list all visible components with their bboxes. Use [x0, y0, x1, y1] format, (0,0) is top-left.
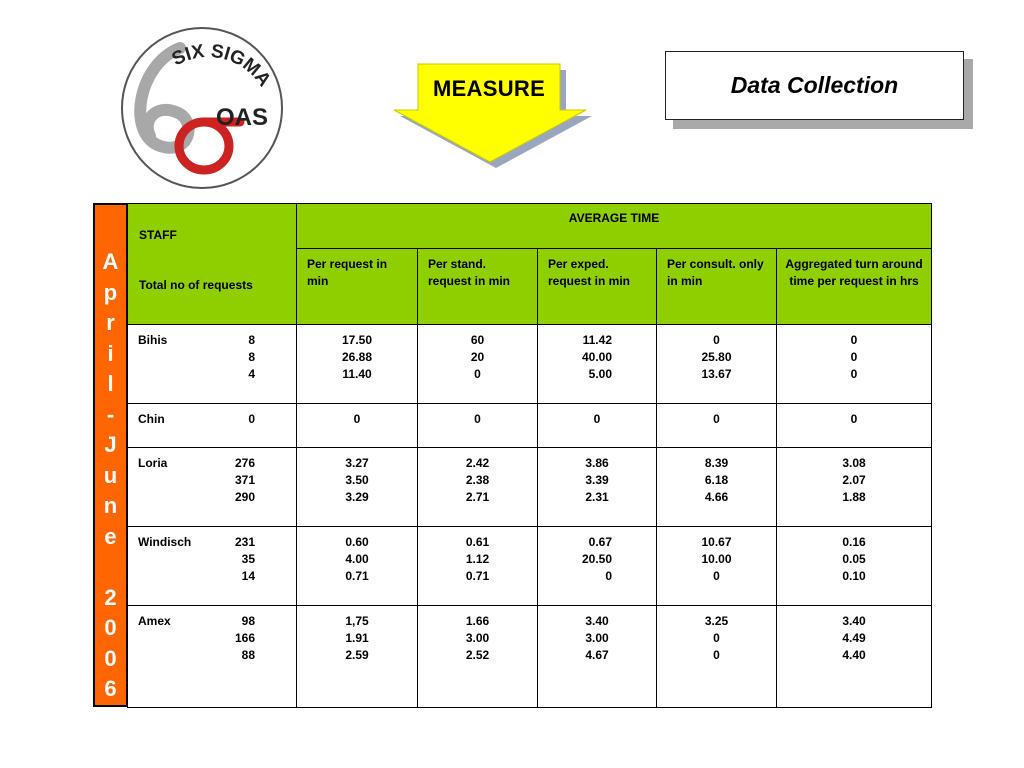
- value-cell: 3.86 3.39 2.31: [538, 448, 657, 527]
- six-sigma-oas-logo: [118, 24, 286, 192]
- request-counts: 231 35 14: [234, 535, 255, 583]
- column-header: Per request in min: [297, 249, 418, 325]
- value-cell: 0 25.80 13.67: [657, 325, 777, 404]
- value-cell: 1.66 3.00 2.52: [418, 606, 538, 708]
- column-header: Per exped. request in min: [538, 249, 657, 325]
- value-cell: 3.40 3.00 4.67: [538, 606, 657, 708]
- column-header: Aggregated turn around time per request in hrs: [777, 249, 932, 325]
- staff-name: Windisch: [138, 535, 192, 549]
- column-header: Per stand. request in min: [418, 249, 538, 325]
- measure-label: MEASURE: [432, 76, 546, 101]
- data-collection-table: [127, 203, 932, 708]
- value-cell: 1,75 1.91 2.59: [297, 606, 418, 708]
- column-header: Per consult. only in min: [657, 249, 777, 325]
- staff-cell: [128, 404, 297, 448]
- value-cell: 10.67 10.00 0: [657, 527, 777, 606]
- request-counts: 98 166 88: [234, 614, 255, 662]
- staff-cell: [128, 527, 297, 606]
- staff-cell: [128, 606, 297, 708]
- value-cell: 0: [297, 404, 418, 448]
- value-cell: 0: [777, 404, 932, 448]
- logo-six-sigma-text: SIX SIGMA: [168, 40, 275, 91]
- table-row: [128, 606, 932, 708]
- staff-cell: [128, 448, 297, 527]
- request-counts: 276 371 290: [234, 456, 255, 504]
- value-cell: 0: [418, 404, 538, 448]
- staff-name: Chin: [138, 412, 165, 426]
- logo-oas-text: OAS: [216, 104, 269, 131]
- staff-name: Bihis: [138, 333, 168, 347]
- value-cell: 0.16 0.05 0.10: [777, 527, 932, 606]
- title-box: [665, 51, 964, 120]
- value-cell: 17.50 26.88 11.40: [297, 325, 418, 404]
- value-cell: 3.27 3.50 3.29: [297, 448, 418, 527]
- page-title: Data Collection: [730, 72, 899, 98]
- measure-arrow: [392, 56, 597, 171]
- value-cell: 3.40 4.49 4.40: [777, 606, 932, 708]
- request-counts: 0: [248, 412, 255, 426]
- value-cell: 60 20 0: [418, 325, 538, 404]
- staff-header-cell: [128, 204, 297, 325]
- side-period-text: A p r i l - J u n e 2 0 0 6: [102, 249, 119, 701]
- side-period-label: [93, 203, 128, 707]
- value-cell: 0: [657, 404, 777, 448]
- value-cell: 11.42 40.00 5.00: [538, 325, 657, 404]
- staff-name: Loria: [138, 456, 168, 470]
- value-cell: 3.08 2.07 1.88: [777, 448, 932, 527]
- request-counts: 8 8 4: [248, 333, 255, 381]
- table-row: [128, 404, 932, 448]
- total-requests-header: Total no of requests: [139, 278, 253, 292]
- value-cell: 0.67 20.50 0: [538, 527, 657, 606]
- staff-cell: [128, 325, 297, 404]
- value-cell: 0 0 0: [777, 325, 932, 404]
- value-cell: 8.39 6.18 4.66: [657, 448, 777, 527]
- table-row: [128, 527, 932, 606]
- value-cell: 0: [538, 404, 657, 448]
- staff-header: STAFF: [139, 228, 177, 242]
- staff-name: Amex: [138, 614, 171, 628]
- table-row: [128, 325, 932, 404]
- value-cell: 0.60 4.00 0.71: [297, 527, 418, 606]
- value-cell: 0.61 1.12 0.71: [418, 527, 538, 606]
- average-time-header: AVERAGE TIME: [297, 204, 932, 249]
- table-row: [128, 448, 932, 527]
- value-cell: 3.25 0 0: [657, 606, 777, 708]
- value-cell: 2.42 2.38 2.71: [418, 448, 538, 527]
